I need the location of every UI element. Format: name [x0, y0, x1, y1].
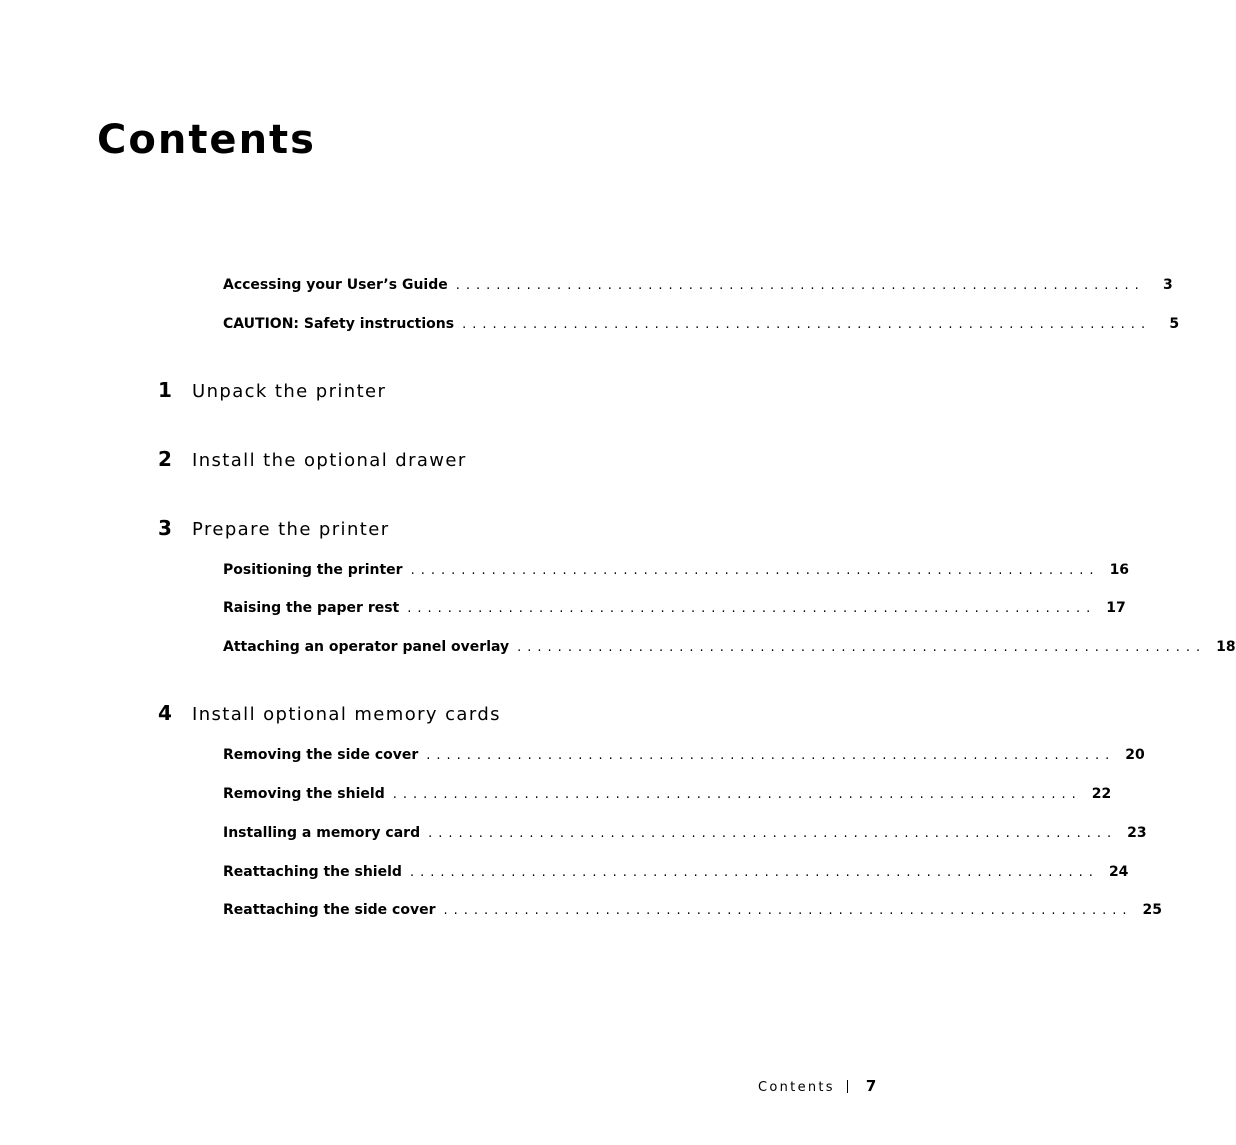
toc-entry-removing-shield[interactable]	[223, 784, 1112, 804]
page-footer	[758, 1076, 876, 1096]
toc-entry-reattaching-shield[interactable]	[223, 862, 1129, 882]
toc-entry-label: Raising the paper rest	[223, 600, 400, 616]
chapter-title: Prepare the printer	[192, 519, 390, 540]
dot-leader: ....................................................................	[407, 601, 1097, 616]
toc-page-number: 24	[1108, 864, 1129, 880]
chapter-heading-2[interactable]	[158, 445, 467, 473]
toc-entry-installing-memory-card[interactable]	[223, 823, 1147, 843]
chapter-heading-3[interactable]	[158, 514, 390, 542]
dot-leader: ....................................................................	[455, 278, 1145, 293]
chapter-heading-4[interactable]	[158, 699, 501, 727]
toc-page-number: 17	[1106, 600, 1126, 616]
toc-entry-reattaching-side-cover[interactable]	[223, 900, 1162, 920]
dot-leader: ....................................................................	[428, 826, 1118, 841]
chapter-number: 1	[158, 378, 172, 402]
toc-page-number: 22	[1091, 786, 1112, 802]
toc-entry-label: Removing the shield	[223, 786, 385, 802]
footer-page-number: 7	[865, 1077, 877, 1095]
dot-leader: ....................................................................	[443, 903, 1133, 918]
dot-leader: ....................................................................	[462, 317, 1152, 332]
dot-leader: ....................................................................	[426, 748, 1116, 763]
toc-page-number: 23	[1127, 825, 1147, 841]
toc-page-number: 20	[1125, 747, 1145, 763]
dot-leader: ....................................................................	[392, 787, 1082, 802]
toc-entry-attaching-overlay[interactable]	[223, 637, 1236, 657]
footer-section-label: Contents	[758, 1080, 835, 1095]
chapter-number: 4	[158, 701, 172, 725]
page-title: Contents	[97, 117, 316, 163]
chapter-title: Install optional memory cards	[192, 704, 501, 725]
toc-entry-removing-side-cover[interactable]	[223, 745, 1145, 765]
toc-entry-label: Reattaching the shield	[223, 864, 402, 880]
toc-entry-label: Accessing your User’s Guide	[223, 277, 448, 293]
toc-page-number: 3	[1162, 277, 1173, 293]
toc-entry-label: Reattaching the side cover	[223, 902, 436, 918]
toc-page-number: 5	[1169, 316, 1180, 332]
chapter-number: 3	[158, 516, 172, 540]
dot-leader: ....................................................................	[410, 563, 1100, 578]
toc-entry-label: Installing a memory card	[223, 825, 421, 841]
toc-entry-accessing-users-guide[interactable]	[223, 275, 1173, 295]
toc-entry-label: Positioning the printer	[223, 562, 403, 578]
toc-entry-label: Removing the side cover	[223, 747, 419, 763]
chapter-number: 2	[158, 447, 172, 471]
toc-entry-raising-paper-rest[interactable]	[223, 598, 1126, 618]
toc-page-number: 25	[1142, 902, 1162, 918]
chapter-heading-1[interactable]	[158, 376, 386, 404]
toc-entry-positioning-printer[interactable]	[223, 560, 1130, 580]
chapter-title: Install the optional drawer	[192, 450, 467, 471]
footer-divider	[847, 1080, 848, 1093]
chapter-title: Unpack the printer	[192, 381, 387, 402]
toc-entry-caution-safety[interactable]	[223, 314, 1180, 334]
toc-page-number: 16	[1109, 562, 1130, 578]
toc-entry-label: Attaching an operator panel overlay	[223, 639, 510, 655]
dot-leader: ....................................................................	[517, 640, 1207, 655]
toc-page-number: 18	[1216, 639, 1236, 655]
toc-entry-label: CAUTION: Safety instructions	[223, 316, 455, 332]
dot-leader: ....................................................................	[409, 865, 1099, 880]
